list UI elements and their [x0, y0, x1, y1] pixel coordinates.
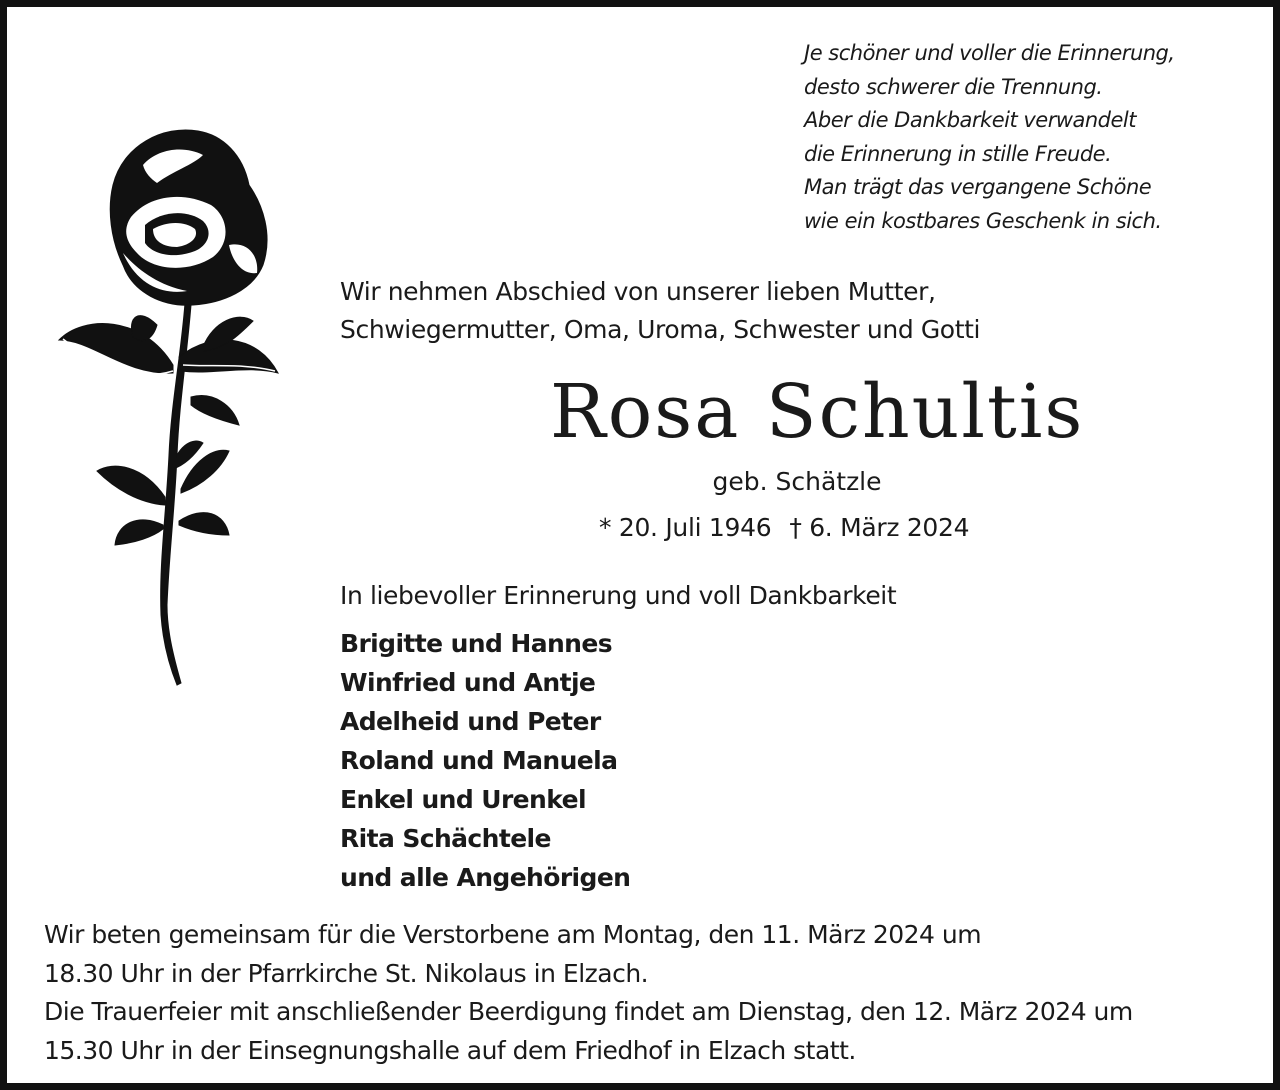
- deceased-name: Rosa Schultis: [550, 369, 1085, 455]
- maiden-name: geb. Schätzle: [712, 467, 882, 496]
- life-dates: [599, 511, 969, 545]
- poem-line: Man trägt das vergangene Schöne: [804, 175, 1152, 199]
- poem-line: desto schwerer die Trennung.: [804, 74, 1103, 99]
- poem-line: die Erinnerung in stille Freude.: [804, 141, 1112, 166]
- mourner-item: Roland und Manuela: [340, 746, 618, 775]
- rose-icon: [53, 125, 283, 690]
- intro-line: Wir nehmen Abschied von unserer lieben Mutter,: [340, 277, 936, 306]
- death-date: † 6. März 2024: [789, 513, 970, 542]
- remembrance-line: In liebevoller Erinnerung und voll Dankbarkeit: [340, 581, 897, 610]
- mourner-item: Winfried und Antje: [340, 668, 596, 697]
- service-line: 15.30 Uhr in der Einsegnungshalle auf dem Friedhof in Elzach statt.: [44, 1035, 856, 1065]
- birth-date: * 20. Juli 1946: [599, 513, 772, 542]
- mourner-item: Enkel und Urenkel: [340, 785, 586, 814]
- intro-line: Schwiegermutter, Oma, Uroma, Schwester und Gotti: [340, 315, 981, 344]
- poem-line: Aber die Dankbarkeit verwandelt: [804, 108, 1137, 132]
- mourner-item: Adelheid und Peter: [340, 707, 601, 736]
- service-line: Wir beten gemeinsam für die Verstorbene am Montag, den 11. März 2024 um: [44, 920, 982, 949]
- mourners-list: [340, 624, 630, 897]
- farewell-intro: [340, 273, 980, 349]
- service-line: Die Trauerfeier mit anschließender Beerdigung findet am Dienstag, den 12. März 2024 um: [44, 997, 1133, 1026]
- poem: [804, 37, 1175, 238]
- poem-line: wie ein kostbares Geschenk in sich.: [804, 208, 1162, 233]
- poem-line: Je schöner und voller die Erinnerung,: [804, 41, 1175, 65]
- mourner-item: und alle Angehörigen: [340, 863, 631, 892]
- service-line: 18.30 Uhr in der Pfarrkirche St. Nikolaus in Elzach.: [44, 958, 649, 988]
- mourner-item: Rita Schächtele: [340, 824, 551, 853]
- service-details: [44, 916, 1133, 1070]
- mourner-item: Brigitte und Hannes: [340, 629, 612, 658]
